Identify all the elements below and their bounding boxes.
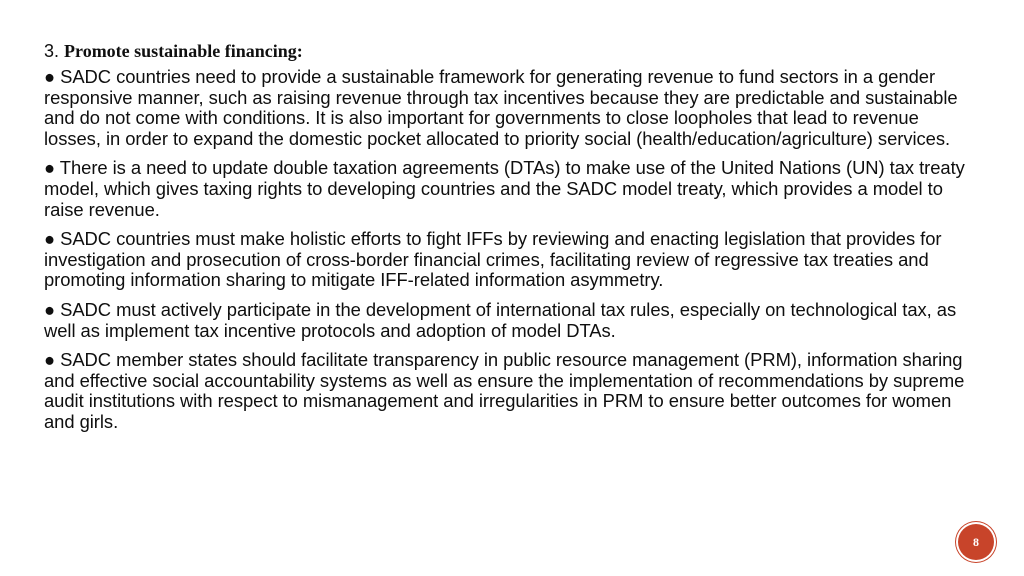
bullet-transparency-prm: ● SADC member states should facilitate transparency in public resource management (PRM), information sharing and effective social accountability systems as well as ensure the implementation of recommendations by supreme audit institutions with respect to mismanagement and irregularities in PRM to ensure better outcomes for women and girls. (44, 349, 965, 432)
page-number-badge (958, 524, 994, 560)
section-heading (44, 40, 974, 62)
bullet-sustainable-framework: ● SADC countries need to provide a sustainable framework for generating revenue to fund sectors in a gender responsive manner, such as raising revenue through tax incentives because they are predictable and sustainable and do not come with conditions. It is also important for governments to close loopholes that lead to revenue losses, in order to expand the domestic pocket allocated to priority social (health/education/agriculture) services. (44, 66, 958, 149)
slide-content (44, 40, 974, 442)
bullet-international-tax-rules: ● SADC must actively participate in the development of international tax rules, especially on technological tax, as well as implement tax incentive protocols and adoption of model DTAs. (44, 298, 957, 341)
bullet-fight-iffs: ● SADC countries must make holistic efforts to fight IFFs by reviewing and enacting legislation that provides for investigation and prosecution of cross-border financial crimes, facilitating review of regressive tax treaties and promoting information sharing to mitigate IFF-related information asymmetry. (44, 228, 942, 291)
page-number: 8 (973, 534, 979, 549)
bullet-double-taxation: ● There is a need to update double taxation agreements (DTAs) to make use of the United Nations (UN) tax treaty model, which gives taxing rights to developing countries and the SADC model treaty, which provides a model to raise revenue. (44, 157, 965, 220)
heading-title: Promote sustainable financing: (64, 41, 303, 61)
heading-number: 3. (44, 41, 60, 61)
